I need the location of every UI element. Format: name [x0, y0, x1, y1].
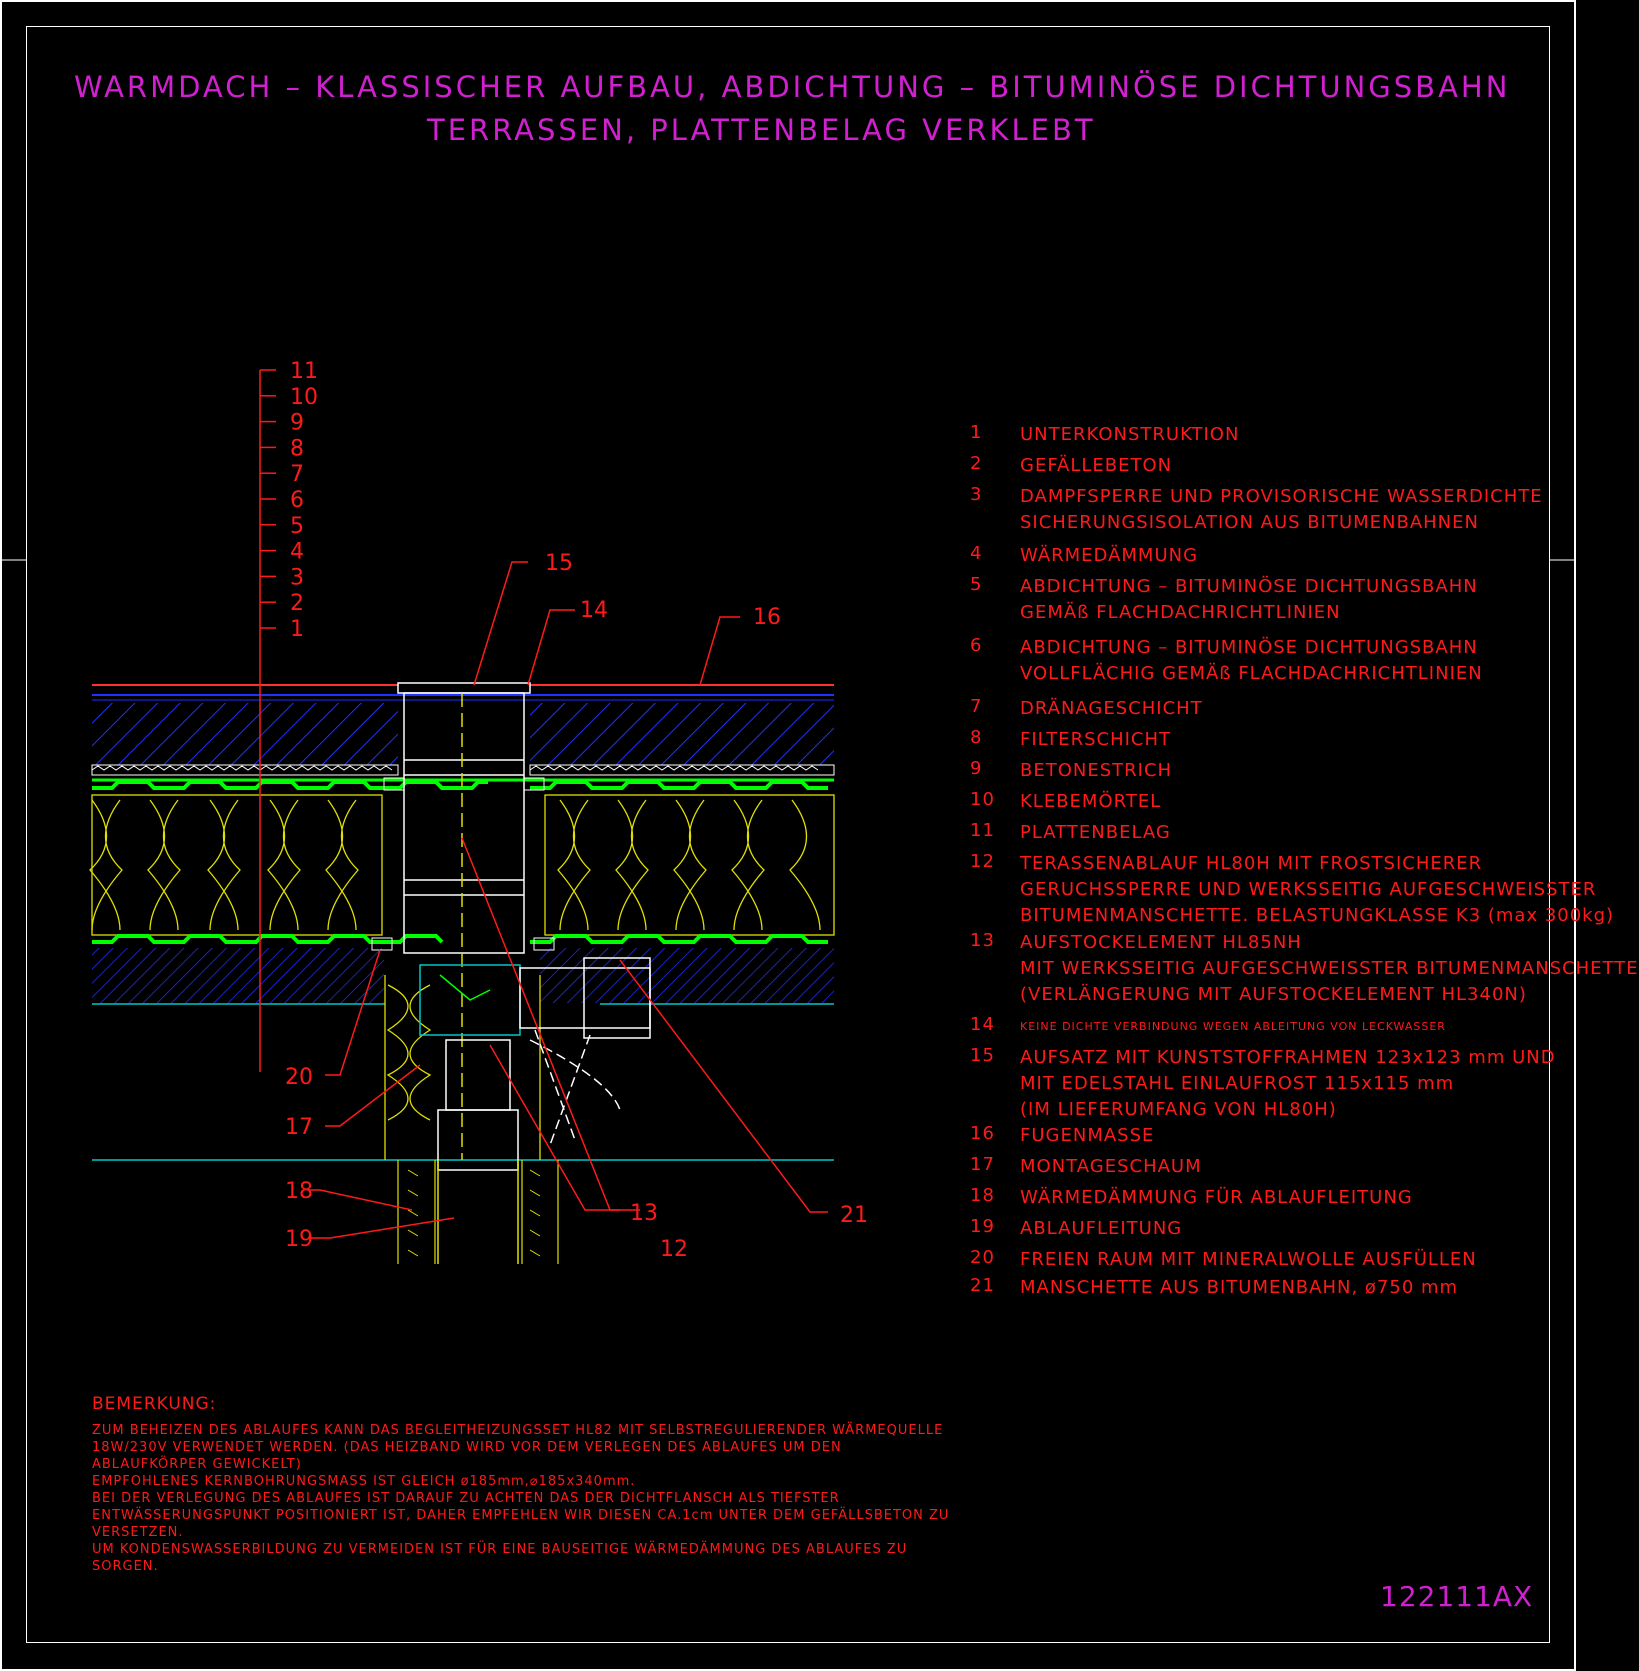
callout-15: 15: [545, 551, 573, 576]
scale-label-11: 11: [290, 359, 318, 384]
legend-number: 11: [970, 820, 995, 841]
callout-17: 17: [285, 1115, 313, 1140]
scale-label-9: 9: [290, 410, 304, 436]
scale-label-7: 7: [290, 462, 304, 488]
membrane-upper: [92, 780, 834, 788]
legend-number: 20: [970, 1247, 995, 1268]
legend-number: 5: [970, 574, 983, 595]
legend-number: 15: [970, 1045, 995, 1066]
legend-text: FUGENMASSE: [1020, 1125, 1155, 1146]
callout-labels: [285, 551, 868, 1262]
legend-number: 1: [970, 422, 983, 443]
scale-label-3: 3: [290, 565, 304, 591]
scale-label-8: 8: [290, 436, 304, 462]
drainage-layer: [92, 765, 834, 775]
legend-number: 4: [970, 543, 983, 564]
legend-text: ABDICHTUNG – BITUMINÖSE DICHTUNGSBAHN GEMÄß FLACHDACHRICHTLINIEN: [1020, 576, 1478, 623]
title-line-1: WARMDACH – KLASSISCHER AUFBAU, ABDICHTUNG – BITUMINÖSE DICHTUNGSBAHN: [74, 70, 1511, 104]
legend-number: 17: [970, 1154, 995, 1175]
legend-text: BETONESTRICH: [1020, 760, 1173, 781]
flange-details: [372, 778, 554, 950]
legend-text: MONTAGESCHAUM: [1020, 1156, 1202, 1177]
legend-text: KEINE DICHTE VERBINDUNG WEGEN ABLEITUNG VON LECKWASSER: [1020, 1020, 1446, 1033]
leader-lines: [308, 562, 828, 1238]
notes-body: ZUM BEHEIZEN DES ABLAUFES KANN DAS BEGLEITHEIZUNGSSET HL82 MIT SELBSTREGULIERENDER WÄRMEQUELLE 18W/230V VERWENDET WERDEN. (DAS HEIZBAND WIRD VOR DEM VERLEGEN DES ABLAUFES UM DEN ABLAUFKÖRPER GEWICKELT) EMPFOHLENES KERNBOHRUNGSMASS IST GLEICH ø185mm,⌀185x340mm. BEI DER VERLEGUNG DES ABLAUFES IST DARAUF ZU ACHTEN DAS DER DICHTFLANSCH ALS TIEFSTER ENTWÄSSERUNGSPUNKT POSITIONIERT IST, DAHER EMPFEHLEN WIR DIESEN CA.1cm UNTER DEM GEFÄLLSBETON ZU VERSETZEN. UM KONDENSWASSERBILDUNG ZU VERMEIDEN IST FÜR EINE BAUSEITIGE WÄRMEDÄMMUNG DES ABLAUFES ZU SORGEN.: [92, 1423, 950, 1574]
legend-text: AUFSATZ MIT KUNSTSTOFFRAHMEN 123x123 mm UND MIT EDELSTAHL EINLAUFROST 115x115 mm (IM LIEFERUMFANG VON HL80H): [1020, 1047, 1556, 1120]
drain-pipe: [398, 1160, 558, 1264]
scale-label-1: 1: [290, 617, 304, 642]
callout-20: 20: [285, 1065, 313, 1090]
legend-number: 16: [970, 1123, 995, 1144]
callout-19: 19: [285, 1227, 313, 1252]
membrane-lower: [92, 936, 828, 942]
legend-text: WÄRMEDÄMMUNG FÜR ABLAUFLEITUNG: [1020, 1187, 1413, 1208]
legend-text: FREIEN RAUM MIT MINERALWOLLE AUSFÜLLEN: [1020, 1249, 1477, 1270]
screed-right: [530, 703, 834, 765]
legend-number: 9: [970, 758, 983, 779]
legend-number: 21: [970, 1275, 995, 1296]
legend-text: KLEBEMÖRTEL: [1020, 791, 1162, 812]
legend-number: 18: [970, 1185, 995, 1206]
notes-heading: BEMERKUNG:: [92, 1394, 217, 1414]
legend-number: 3: [970, 484, 983, 505]
legend-number: 10: [970, 789, 995, 810]
callout-21: 21: [840, 1203, 868, 1228]
legend-text: ABDICHTUNG – BITUMINÖSE DICHTUNGSBAHN VOLLFLÄCHIG GEMÄß FLACHDACHRICHTLINIEN: [1020, 637, 1483, 684]
legend-text: UNTERKONSTRUKTION: [1020, 424, 1240, 445]
title-line-2: TERRASSEN, PLATTENBELAG VERKLEBT: [427, 113, 1096, 147]
notes: [92, 1394, 949, 1575]
legend-number: 14: [970, 1014, 995, 1035]
scale-label-5: 5: [290, 513, 304, 539]
legend-number: 6: [970, 635, 983, 656]
legend-text: MANSCHETTE AUS BITUMENBAHN, ø750 mm: [1020, 1277, 1459, 1298]
scale-label-2: 2: [290, 591, 304, 617]
scale-label-6: 6: [290, 488, 304, 513]
legend-number: 2: [970, 453, 983, 474]
callout-12: 12: [660, 1237, 688, 1262]
legend-number: 8: [970, 727, 983, 748]
legend-text: PLATTENBELAG: [1020, 822, 1171, 843]
legend-text: WÄRMEDÄMMUNG: [1020, 545, 1199, 566]
screed-left: [92, 703, 398, 765]
callout-18: 18: [285, 1179, 313, 1204]
legend-text: FILTERSCHICHT: [1020, 729, 1172, 750]
legend-number: 19: [970, 1216, 995, 1237]
legend-text: GEFÄLLEBETON: [1020, 455, 1173, 476]
scale-label-10: 10: [290, 384, 318, 410]
slope-concrete-left: [92, 948, 384, 1003]
insulation-left: [90, 795, 382, 935]
legend-number: 7: [970, 696, 983, 717]
drawing-code: 122111AX: [1380, 1580, 1534, 1613]
callout-13: 13: [630, 1201, 658, 1226]
scale-label-4: 4: [290, 539, 304, 565]
insulation-right: [545, 795, 834, 935]
legend-text: AUFSTOCKELEMENT HL85NH MIT WERKSSEITIG AUFGESCHWEISSTER BITUMENMANSCHETTE (VERLÄNGERUNG MIT AUFSTOCKELEMENT HL340N): [1020, 932, 1639, 1005]
legend-number: 12: [970, 851, 995, 872]
callout-16: 16: [753, 605, 781, 630]
callout-14: 14: [580, 598, 608, 623]
legend-number: 13: [970, 930, 995, 951]
legend-text: DRÄNAGESCHICHT: [1020, 698, 1203, 719]
legend-text: ABLAUFLEITUNG: [1020, 1218, 1183, 1239]
legend-text: DAMPFSPERRE UND PROVISORISCHE WASSERDICHTE SICHERUNGSISOLATION AUS BITUMENBAHNEN: [1020, 486, 1543, 533]
legend-text: TERASSENABLAUF HL80H MIT FROSTSICHERER GERUCHSSPERRE UND WERKSSEITIG AUFGESCHWEISSTER BITUMENMANSCHETTE. BELASTUNGKLASSE K3 (max 300kg): [1020, 853, 1615, 926]
